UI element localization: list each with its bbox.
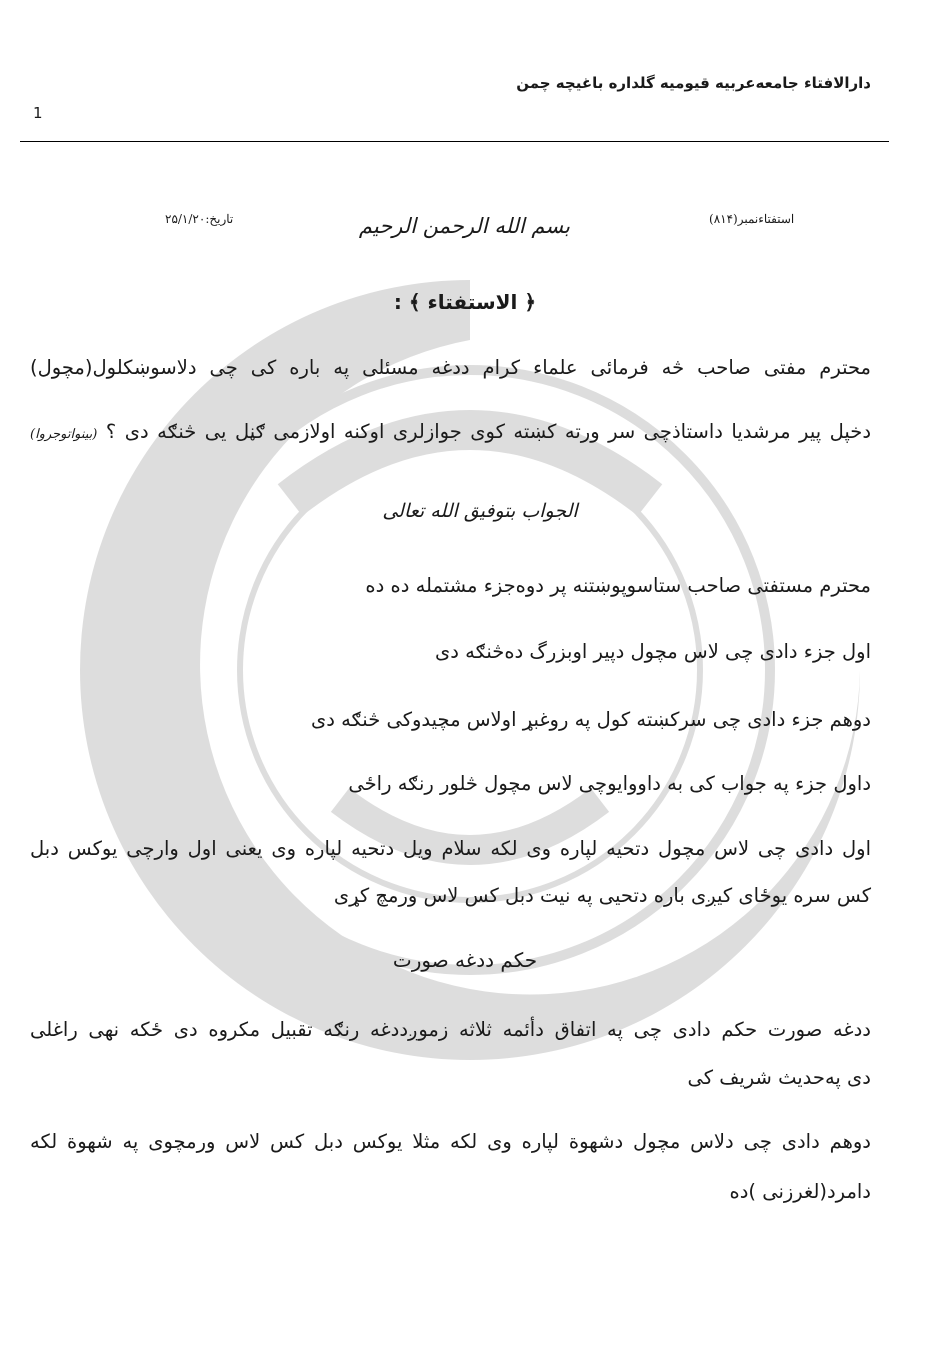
answer-para-7b: دامرد(لغرزنی )ده <box>729 1180 871 1203</box>
fatwa-number: استفتاءنمبر(۸۱۴) <box>709 212 795 226</box>
answer-para-5b: کس سره یوځای کیږی باره دتحیی په نیت دبل کس لاس ورمچ کړی <box>333 884 871 907</box>
header-title: دارالافتاء جامعه‌عربیه قیومیه گلداره باغیچه چمن <box>516 74 871 92</box>
page-number: 1 <box>33 104 43 122</box>
answer-para-3: دوهم جزء دادی چی سرکښته کول په روغبړ اولاس مچیدوکی څنګه دی <box>310 708 871 731</box>
question-line-2 <box>30 420 871 443</box>
fatwa-date: تاریخ:۲۵/۱/۲۰ <box>165 212 234 226</box>
answer-para-6a: ددغه صورت حکم دادی چی په اتفاق دأئمه ثلاثه زموږددغه رنګه تقبیل مکروه دی ځکه نهی راغلی <box>30 1018 871 1041</box>
question-line-1: محترم مفتی صاحب څه فرمائی علماء کرام ددغه مسئلی په باره کی چی دلاسوښکلول(مچول) <box>30 356 871 379</box>
header-rule <box>20 141 889 142</box>
ijaba-heading: الجواب بتوفیق الله تعالی <box>382 500 578 522</box>
istifta-heading: ﴿ الاستفتاء ﴾ : <box>393 290 537 314</box>
answer-para-1: محترم مستفتی صاحب ستاسوپوښتنه پر دوه‌جزء مشتمله ده ده <box>365 574 871 597</box>
answer-para-6b: دی په‌حدیث شریف کی <box>687 1066 871 1089</box>
answer-para-4: داول جزء په جواب کی به داووایوچی لاس مچول څلور رنګه راځی <box>348 772 871 795</box>
answer-para-7a: دوهم دادی چی دلاس مچول دشهوة لپاره وی لکه مثلا یوکس دبل کس لاس ورمچوی په شهوة لکه <box>30 1130 871 1153</box>
bismillah: بسم الله الرحمن الرحیم <box>358 214 570 238</box>
ruling-subheading: حکم ددغه صورت <box>392 948 538 972</box>
question-ref: (بینواتوجروا) <box>30 427 98 442</box>
answer-para-2: اول جزء دادی چی لاس مچول دپیر اوبزرگ ده‌څنګه دی <box>435 640 871 663</box>
answer-para-5a: اول دادی چی لاس مچول دتحیه لپاره وی لکه سلام ویل دتحیه لپاره وی یعنی اول وارچی یوکس دبل <box>30 837 871 860</box>
question-line-2-text: دخپل پیر مرشدیا داستاذچی سر ورته کښته کوی جوازلری اوکنه اولازمی ګڼل یی څنګه دی ؟ <box>105 420 872 443</box>
